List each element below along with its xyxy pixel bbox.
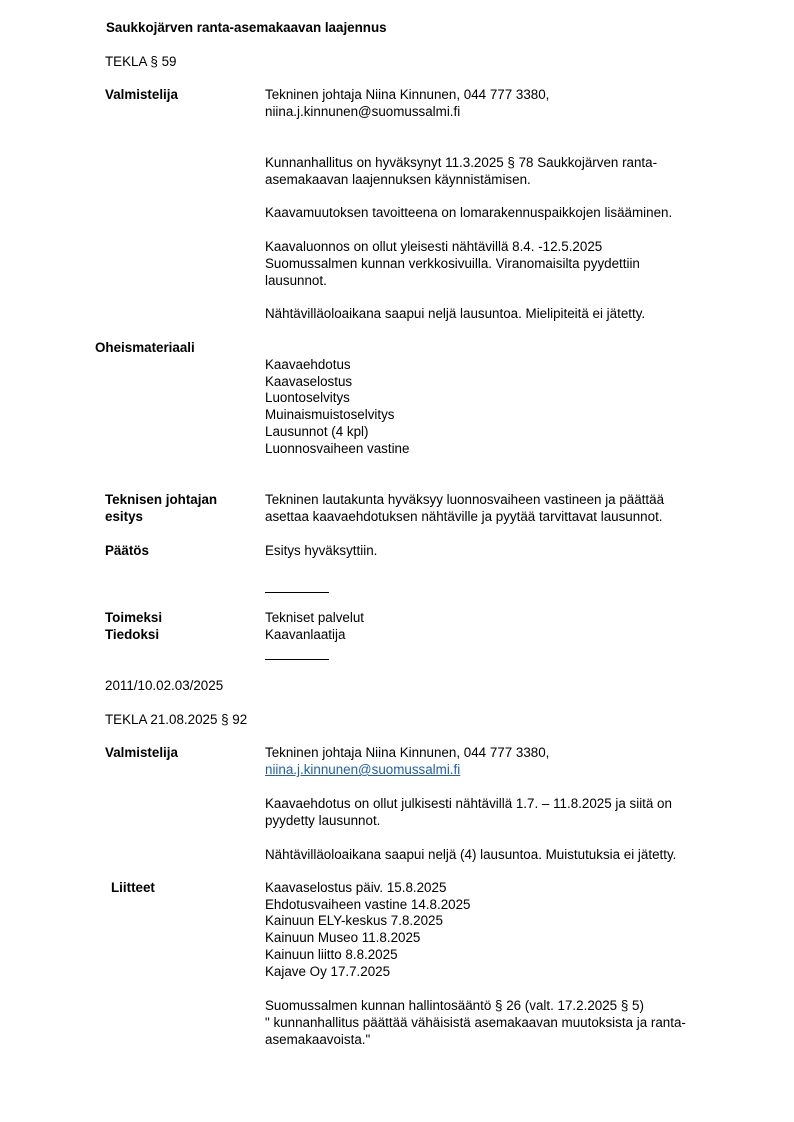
notice-label: Tiedoksi: [105, 627, 160, 642]
attachment-item: Kainuun ELY-keskus 7.8.2025: [265, 913, 443, 928]
preparer-label-2: Valmistelija: [105, 745, 178, 760]
record-number: 2011/10.02.03/2025: [105, 678, 224, 693]
separator-rule: [265, 592, 329, 593]
attachment-item: Kajave Oy 17.7.2025: [265, 964, 391, 979]
document-title: Saukkojärven ranta-asemakaavan laajennus: [106, 20, 387, 35]
preparer-line-2: Tekninen johtaja Niina Kinnunen, 044 777 3380,: [265, 745, 550, 760]
materials-item: Kaavaehdotus: [265, 357, 351, 372]
paragraph-3-line-1: Kaavaluonnos on ollut yleisesti nähtävillä 8.4. -12.5.2025: [265, 239, 603, 254]
materials-item: Lausunnot (4 kpl): [265, 424, 369, 439]
section-2-paragraph-1-line-2: pyydetty lausunnot.: [265, 813, 381, 828]
paragraph-3-line-3: lausunnot.: [265, 273, 327, 288]
paragraph-1-line-2: asemakaavan laajennuksen käynnistämisen.: [265, 172, 531, 187]
separator-rule: [265, 659, 329, 660]
materials-item: Luonnosvaiheen vastine: [265, 441, 410, 456]
meeting-reference-2: TEKLA 21.08.2025 § 92: [105, 712, 248, 727]
paragraph-4: Nähtävilläoloaikana saapui neljä lausuntoa. Mielipiteitä ei jätetty.: [265, 306, 646, 321]
notice-value: Kaavanlaatija: [265, 627, 346, 642]
section-2-paragraph-2: Nähtävilläoloaikana saapui neljä (4) lausuntoa. Muistutuksia ei jätetty.: [265, 847, 677, 862]
materials-label: Oheismateriaali: [95, 340, 195, 355]
materials-item: Luontoselvitys: [265, 390, 350, 405]
attachment-item: Kainuun Museo 11.8.2025: [265, 930, 421, 945]
attachment-item: Kaavaselostus päiv. 15.8.2025: [265, 880, 447, 895]
paragraph-2: Kaavamuutoksen tavoitteena on lomarakennuspaikkojen lisääminen.: [265, 205, 673, 220]
decision-label: Päätös: [105, 543, 149, 558]
materials-item: Kaavaselostus: [265, 374, 353, 389]
attachment-item: Ehdotusvaiheen vastine 14.8.2025: [265, 897, 471, 912]
attachments-label: Liitteet: [111, 880, 155, 895]
bylaw-reference-line-1: Suomussalmen kunnan hallintosääntö § 26 (valt. 17.2.2025 § 5): [265, 998, 644, 1013]
proposal-label-line-1: Teknisen johtajan: [105, 492, 218, 507]
meeting-reference-1: TEKLA § 59: [105, 54, 177, 69]
proposal-line-2: asettaa kaavaehdotuksen nähtäville ja pyytää tarvittavat lausunnot.: [265, 509, 663, 524]
decision-text: Esitys hyväksyttiin.: [265, 543, 378, 558]
materials-item: Muinaismuistoselvitys: [265, 407, 395, 422]
bylaw-reference-line-3: asemakaavoista.": [265, 1032, 371, 1047]
proposal-line-1: Tekninen lautakunta hyväksyy luonnosvaiheen vastineen ja päättää: [265, 492, 665, 507]
paragraph-1-line-1: Kunnanhallitus on hyväksynyt 11.3.2025 § 78 Saukkojärven ranta-: [265, 155, 658, 170]
assignment-label: Toimeksi: [105, 610, 163, 625]
preparer-line-1: Tekninen johtaja Niina Kinnunen, 044 777 3380,: [265, 87, 550, 102]
paragraph-3-line-2: Suomussalmen kunnan verkkosivuilla. Viranomaisilta pyydettiin: [265, 256, 640, 271]
preparer-email-link[interactable]: niina.j.kinnunen@suomussalmi.fi: [265, 762, 461, 777]
proposal-label-line-2: esitys: [105, 509, 143, 524]
attachment-item: Kainuun liitto 8.8.2025: [265, 947, 398, 962]
preparer-label-1: Valmistelija: [105, 87, 178, 102]
assignment-value: Tekniset palvelut: [265, 610, 364, 625]
section-2-paragraph-1-line-1: Kaavaehdotus on ollut julkisesti nähtävillä 1.7. – 11.8.2025 ja siitä on: [265, 796, 672, 811]
bylaw-reference-line-2: " kunnanhallitus päättää vähäisistä asemakaavan muutoksista ja ranta-: [265, 1015, 686, 1030]
preparer-email-1: niina.j.kinnunen@suomussalmi.fi: [265, 104, 461, 119]
